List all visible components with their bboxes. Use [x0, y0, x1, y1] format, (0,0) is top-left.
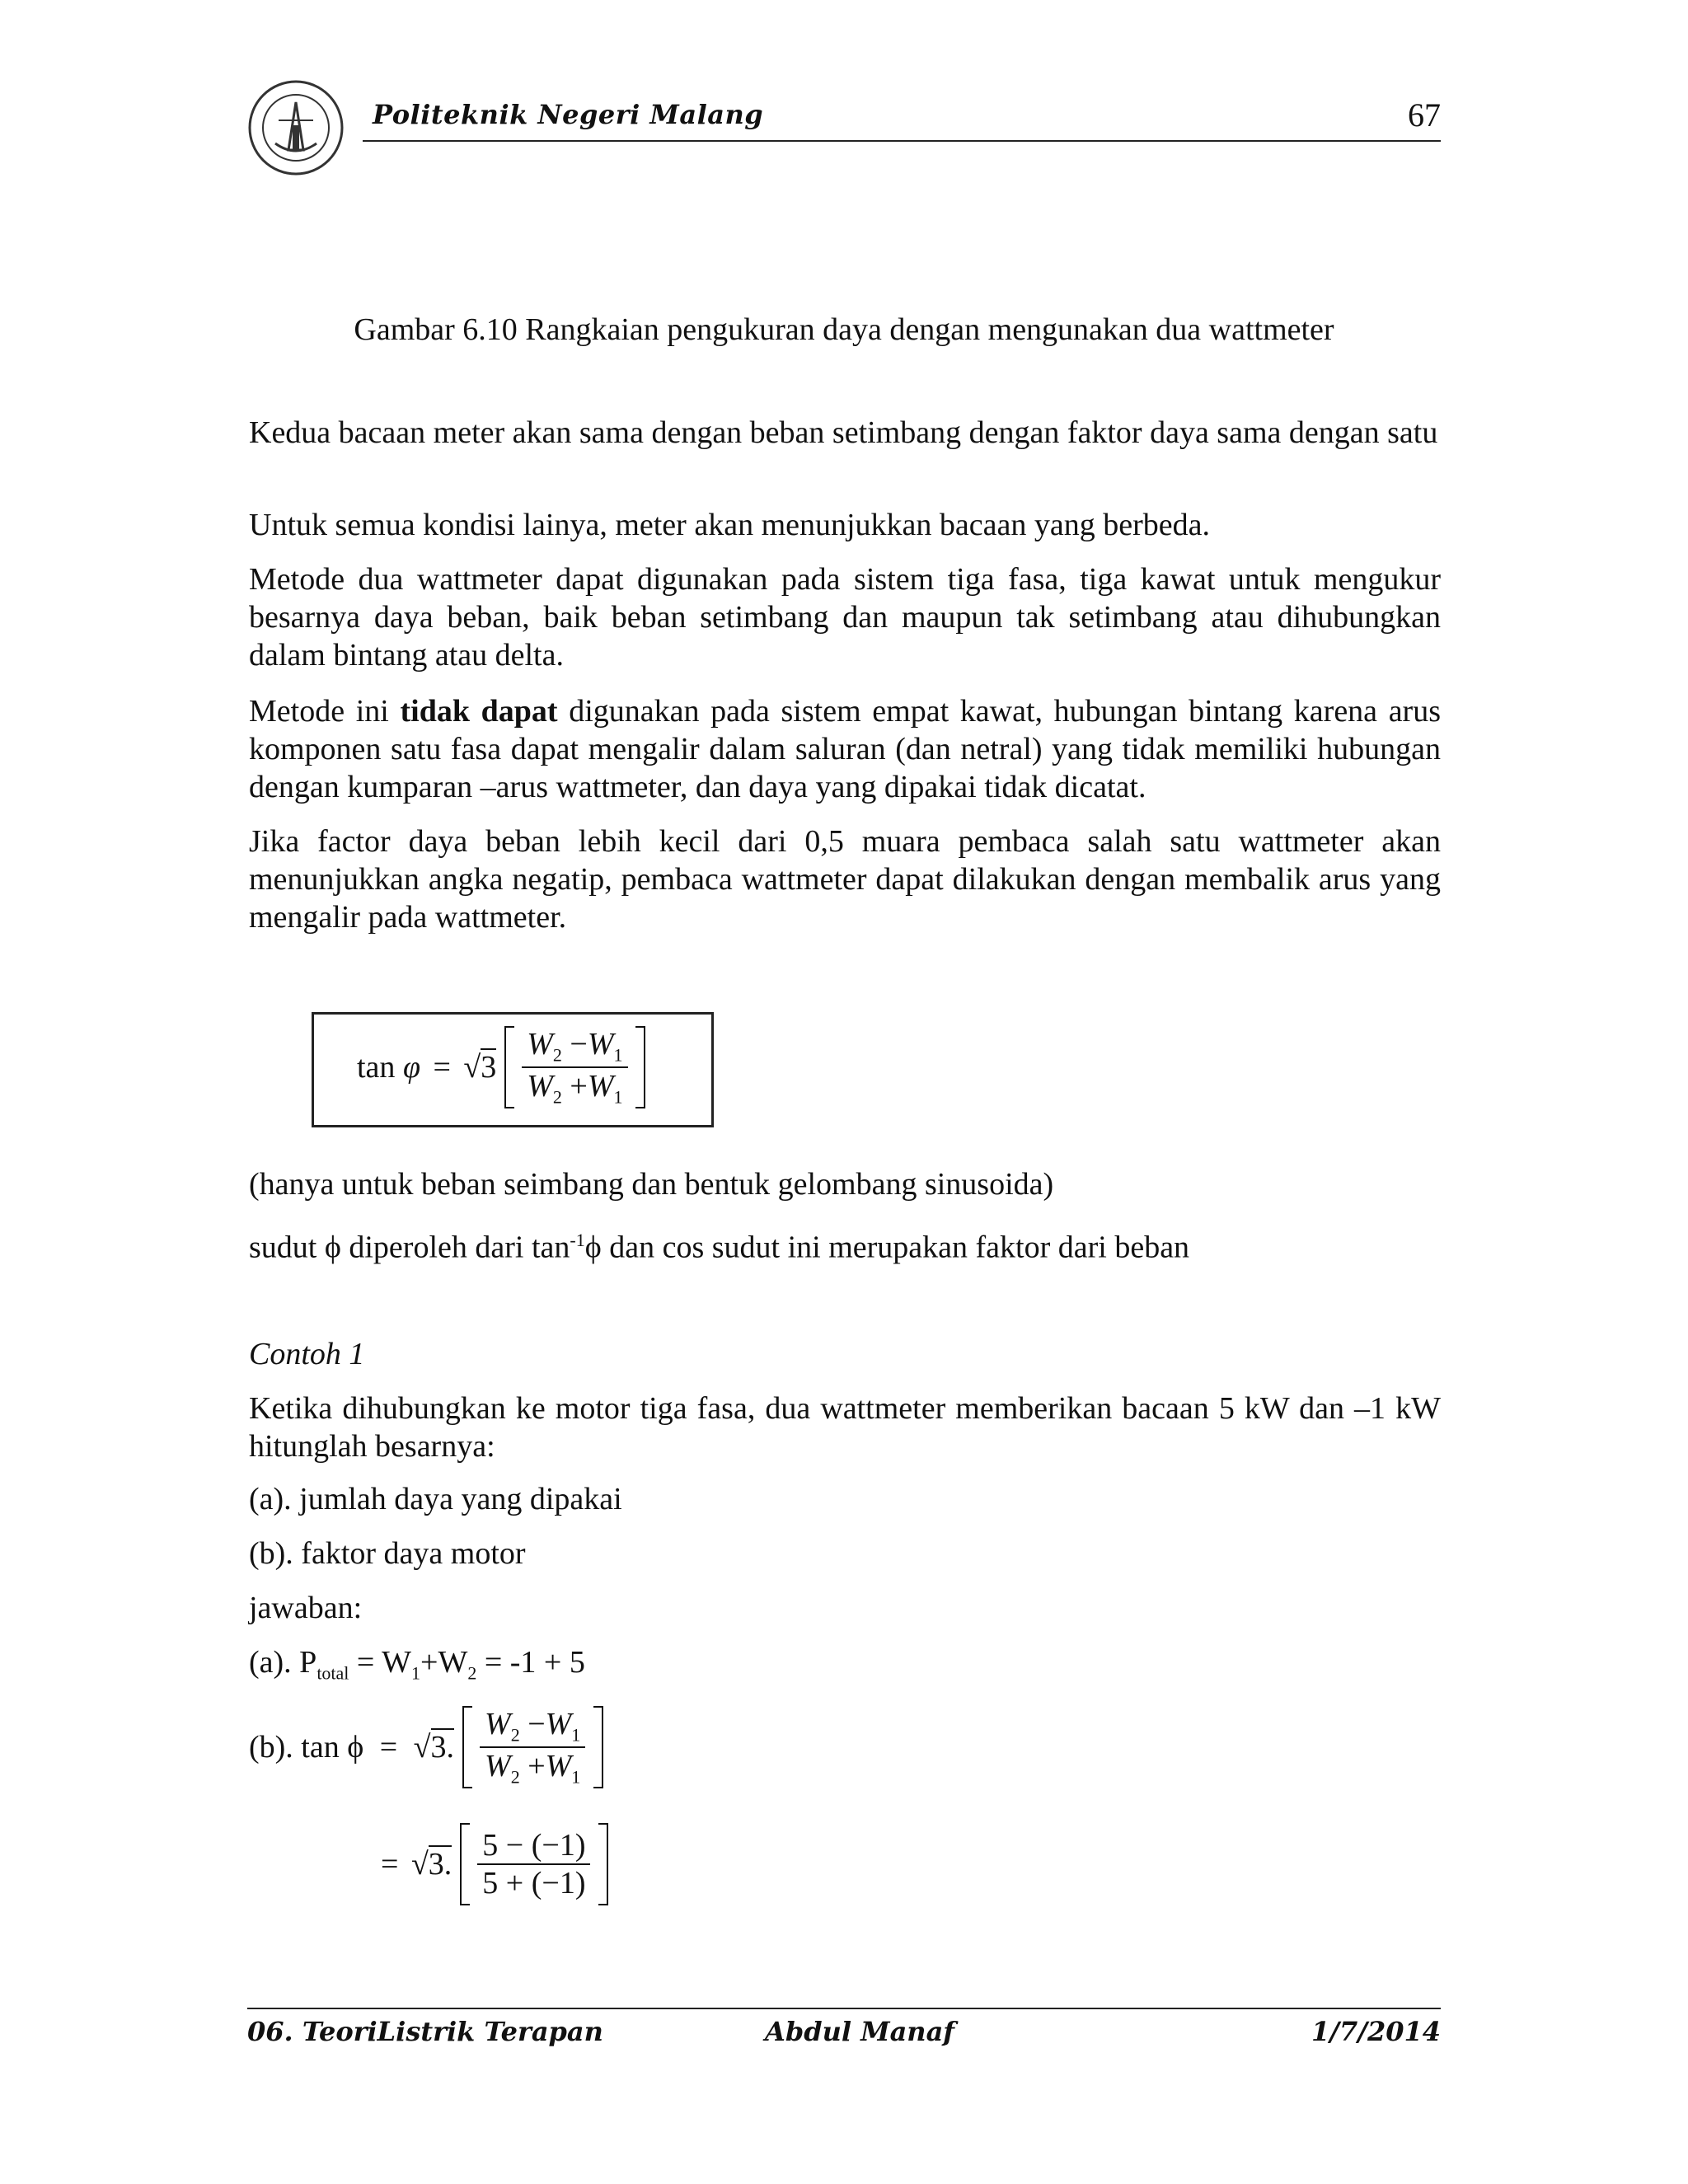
paragraph-4-start: Metode ini	[249, 694, 401, 729]
step2-bracket-left	[460, 1823, 470, 1905]
institution-logo	[246, 79, 346, 176]
formula-sqrt: √3	[463, 1050, 497, 1085]
example-question-b: (b). faktor daya motor	[249, 1536, 526, 1571]
header-divider	[363, 140, 1441, 142]
sub-1: 1	[571, 1725, 581, 1746]
formula-tan: tan	[357, 1050, 396, 1085]
answer-b-bracket-left	[462, 1706, 472, 1788]
tan-phi-formula	[357, 1026, 645, 1108]
footer-author: Abdul Manaf	[765, 2016, 955, 2047]
formula-phi: φ	[402, 1050, 420, 1085]
sub-2: 2	[552, 1086, 562, 1108]
answer-label: jawaban:	[249, 1591, 363, 1625]
example-problem: Ketika dihubungkan ke motor tiga fasa, dua wattmeter memberikan bacaan 5 kW dan –1 kW hitunglah besarnya:	[249, 1391, 1441, 1464]
paragraph-4	[249, 692, 1441, 806]
formula-fraction	[522, 1026, 627, 1108]
formula-sqrt-arg: 3	[481, 1050, 497, 1085]
note-angle	[249, 1221, 1189, 1267]
step2-bracket-right	[598, 1823, 608, 1905]
formula-equals: =	[433, 1050, 451, 1085]
answer-b-prefix: (b). tan ϕ	[249, 1730, 364, 1765]
paragraph-3: Metode dua wattmeter dapat digunakan pada sistem tiga fasa, tiga kawat untuk mengukur besarnya daya beban, baik beban setimbang dan maupun tak setimbang atau dihubungkan dalam bintang atau delta.	[249, 562, 1441, 673]
step2-equals: =	[381, 1847, 399, 1882]
answer-b-sqrt-arg: 3.	[430, 1730, 455, 1765]
answer-b-step2	[381, 1823, 608, 1905]
sub-2: 2	[510, 1766, 520, 1788]
note-angle-end: ϕ dan cos sudut ini merupakan faktor dari beban	[584, 1230, 1190, 1265]
step2-numerator: 5 − (−1)	[482, 1828, 586, 1863]
w-symbol: W	[527, 1027, 553, 1062]
answer-a-eq: = W	[349, 1645, 412, 1680]
minus-sign: −	[570, 1027, 588, 1062]
formula-bracket-right	[635, 1026, 645, 1108]
paragraph-5: Jika factor daya beban lebih kecil dari 0,5 muara pembaca salah satu wattmeter akan menunjukkan angka negatip, pembaca wattmeter dapat dilakukan dengan membalik arus yang mengalir pada wattmeter.	[249, 824, 1441, 935]
sub-1: 1	[613, 1086, 623, 1108]
example-heading: Contoh 1	[249, 1337, 365, 1371]
example-question-a: (a). jumlah daya yang dipakai	[249, 1482, 622, 1516]
paragraph-2: Untuk semua kondisi lainya, meter akan menunjukkan bacaan yang berbeda.	[249, 508, 1210, 542]
step2-fraction	[477, 1827, 590, 1901]
sub-2: 2	[552, 1045, 562, 1066]
sub-1: 1	[613, 1045, 623, 1066]
paragraph-4-emphasis: tidak dapat	[400, 694, 558, 729]
figure-caption: Gambar 6.10 Rangkaian pengukuran daya dengan mengunakan dua wattmeter	[354, 312, 1334, 347]
w-symbol: W	[485, 1707, 511, 1742]
footer-divider	[247, 2008, 1441, 2009]
answer-a-plus: +W	[420, 1645, 468, 1680]
note-superscript: -1	[570, 1230, 585, 1250]
note-sinusoidal: (hanya untuk beban seimbang dan bentuk gelombang sinusoida)	[249, 1167, 1054, 1202]
answer-a-sub2: 2	[467, 1662, 477, 1684]
paragraph-4-end: digunakan pada sistem empat kawat, hubungan bintang karena arus komponen satu fasa dapat mengalir dalam saluran (dan netral) yang tidak memiliki hubungan dengan kumparan –arus wattmeter, dan daya yang dipakai tidak dicatat.	[249, 694, 1442, 804]
page-number: 67	[1408, 96, 1441, 134]
step2-sqrt: √3.	[410, 1847, 452, 1882]
answer-a-prefix: (a). P	[249, 1645, 317, 1680]
answer-b-equals: =	[379, 1730, 398, 1765]
w-symbol: W	[545, 1749, 572, 1783]
note-angle-start: sudut	[249, 1230, 325, 1265]
footer-date: 1/7/2014	[1311, 2016, 1441, 2047]
formula-box	[312, 1012, 714, 1127]
answer-a	[249, 1643, 585, 1693]
plus-sign: +	[570, 1069, 588, 1104]
note-angle-mid: diperoleh dari tan	[340, 1230, 570, 1265]
answer-a-sub-total: total	[316, 1662, 349, 1684]
w-symbol: W	[527, 1069, 553, 1104]
sub-1: 1	[571, 1766, 581, 1788]
note-phi: ϕ	[324, 1230, 341, 1265]
header-title: Politeknik Negeri Malang	[373, 99, 764, 130]
answer-b-fraction	[480, 1706, 585, 1788]
answer-b	[249, 1706, 603, 1788]
answer-a-rest: = -1 + 5	[476, 1645, 585, 1680]
paragraph-1: Kedua bacaan meter akan sama dengan beban setimbang dengan faktor daya sama dengan satu	[249, 415, 1438, 450]
minus-sign: −	[528, 1707, 546, 1742]
answer-b-sqrt: √3.	[413, 1730, 455, 1765]
w-symbol: W	[545, 1707, 572, 1742]
w-symbol: W	[587, 1027, 614, 1062]
step2-denominator: 5 + (−1)	[477, 1863, 590, 1901]
plus-sign: +	[528, 1749, 546, 1783]
w-symbol: W	[587, 1069, 614, 1104]
sub-2: 2	[510, 1725, 520, 1746]
footer-course: 06. TeoriListrik Terapan	[247, 2016, 603, 2047]
answer-b-bracket-right	[593, 1706, 603, 1788]
formula-bracket-left	[504, 1026, 514, 1108]
step2-sqrt-arg: 3.	[428, 1847, 452, 1882]
answer-a-sub1: 1	[411, 1662, 421, 1684]
w-symbol: W	[485, 1749, 511, 1783]
